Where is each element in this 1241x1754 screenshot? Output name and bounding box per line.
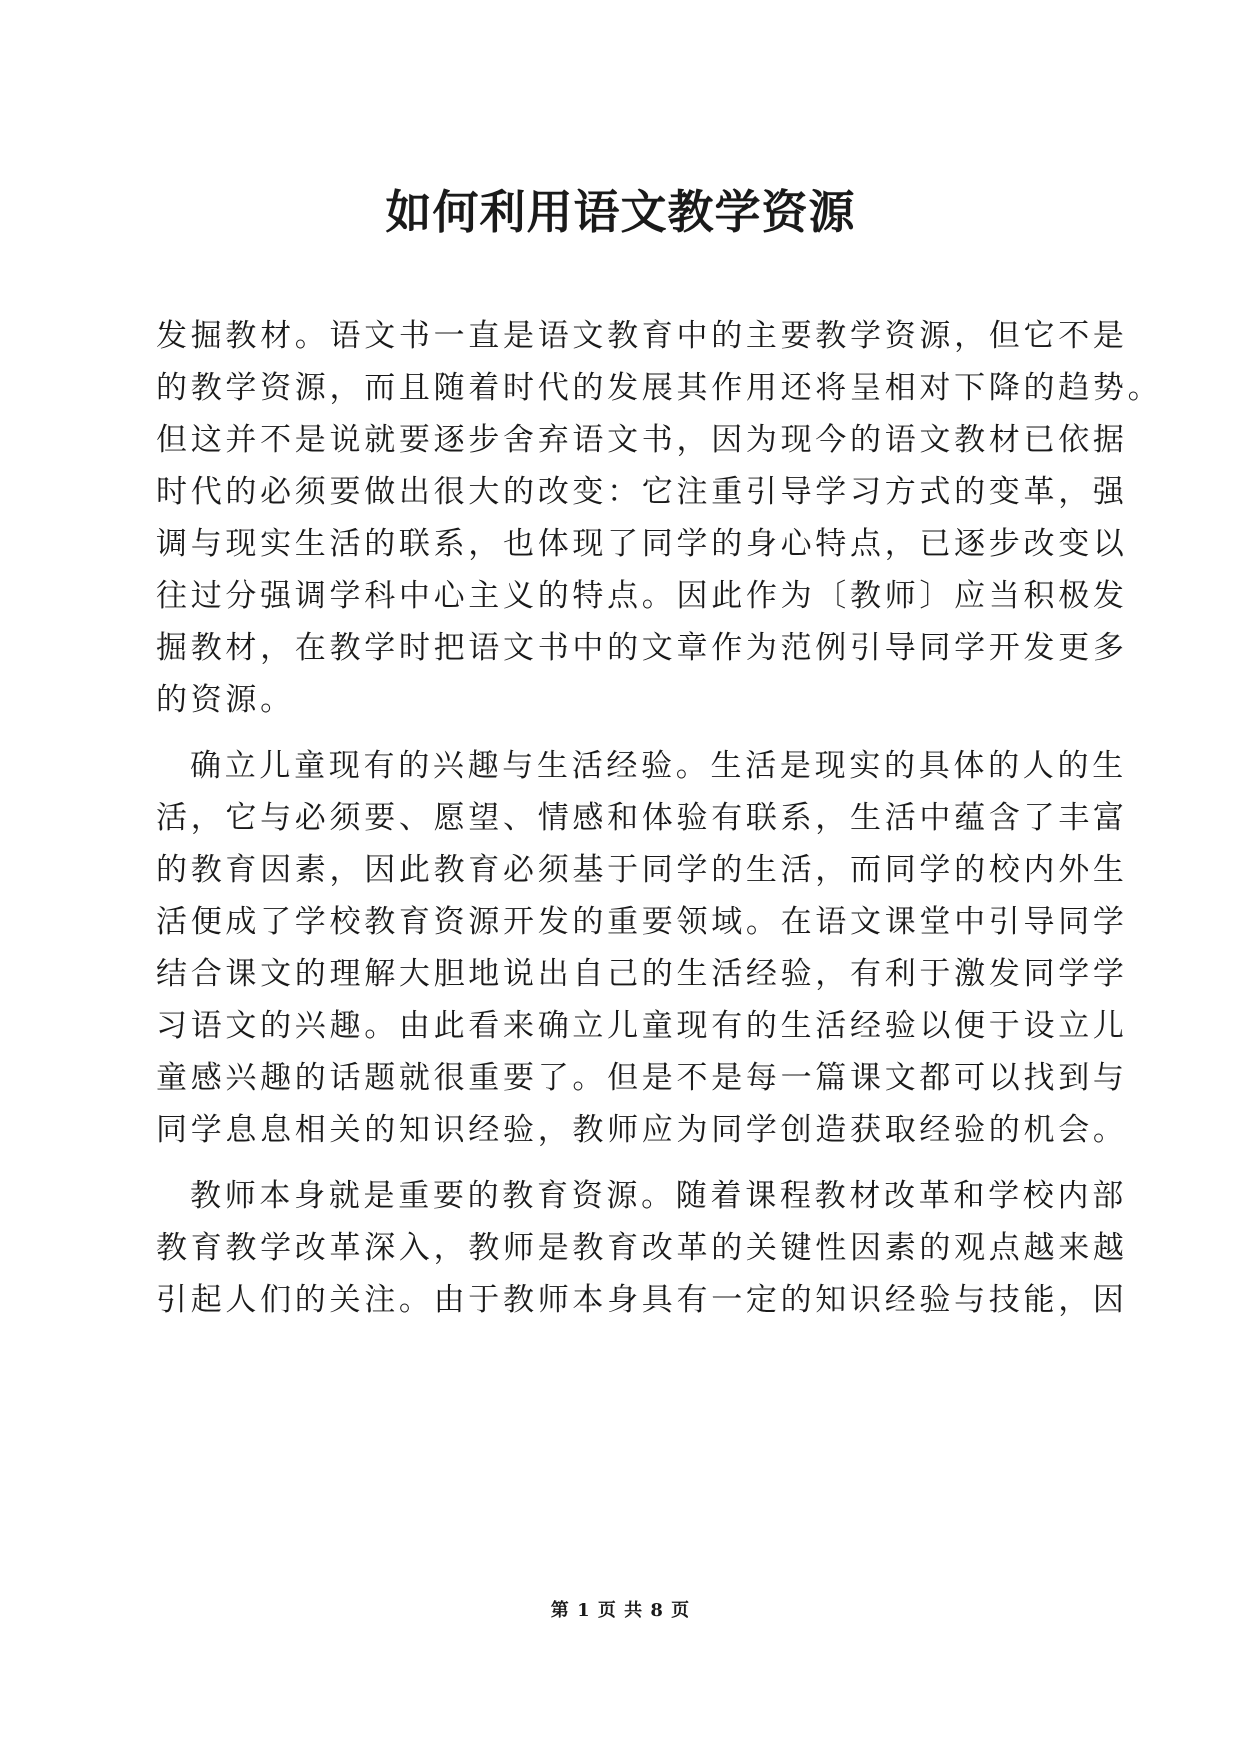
text-line: 掘教材，在教学时把语文书中的文章作为范例引导同学开发更多 [156, 630, 1128, 666]
text-line: 确立儿童现有的兴趣与生活经验。生活是现实的具体的人的生 [190, 748, 1127, 784]
text-line: 习语文的兴趣。由此看来确立儿童现有的生活经验以便于设立儿 [156, 1008, 1128, 1044]
text-line: 教育教学改革深入，教师是教育改革的关键性因素的观点越来越 [156, 1230, 1128, 1266]
text-line: 但这并不是说就要逐步舍弃语文书，因为现今的语文教材已依据 [156, 422, 1128, 458]
text-line: 的教育因素，因此教育必须基于同学的生活，而同学的校内外生 [156, 852, 1128, 888]
text-line: 教师本身就是重要的教育资源。随着课程教材改革和学校内部 [190, 1178, 1127, 1214]
paragraph-1 [156, 310, 1163, 726]
paragraph-2 [156, 740, 1156, 1156]
text-line: 活，它与必须要、愿望、情感和体验有联系，生活中蕴含了丰富 [156, 800, 1128, 836]
text-line: 的教学资源，而且随着时代的发展其作用还将呈相对下降的趋势。 [156, 370, 1163, 406]
page-footer: 第 1 页 共 8 页 [550, 1600, 691, 1621]
text-line: 调与现实生活的联系，也体现了同学的身心特点，已逐步改变以 [156, 526, 1128, 562]
paragraph-3 [156, 1170, 1156, 1326]
text-line: 的资源。 [156, 682, 295, 718]
text-line: 引起人们的关注。由于教师本身具有一定的知识经验与技能，因 [156, 1282, 1128, 1318]
document-title: 如何利用语文教学资源 [385, 185, 856, 239]
text-line: 结合课文的理解大胆地说出自己的生活经验，有利于激发同学学 [156, 956, 1128, 992]
document-body [156, 310, 1163, 1326]
text-line: 活便成了学校教育资源开发的重要领域。在语文课堂中引导同学 [156, 904, 1128, 940]
text-line: 同学息息相关的知识经验，教师应为同学创造获取经验的机会。 [156, 1112, 1128, 1148]
text-line: 发掘教材。语文书一直是语文教育中的主要教学资源，但它不是 [156, 318, 1128, 354]
text-line: 往过分强调学科中心主义的特点。因此作为〔教师〕应当积极发 [156, 578, 1128, 614]
text-line: 时代的必须要做出很大的改变：它注重引导学习方式的变革，强 [156, 474, 1128, 510]
text-line: 童感兴趣的话题就很重要了。但是不是每一篇课文都可以找到与 [156, 1060, 1128, 1096]
